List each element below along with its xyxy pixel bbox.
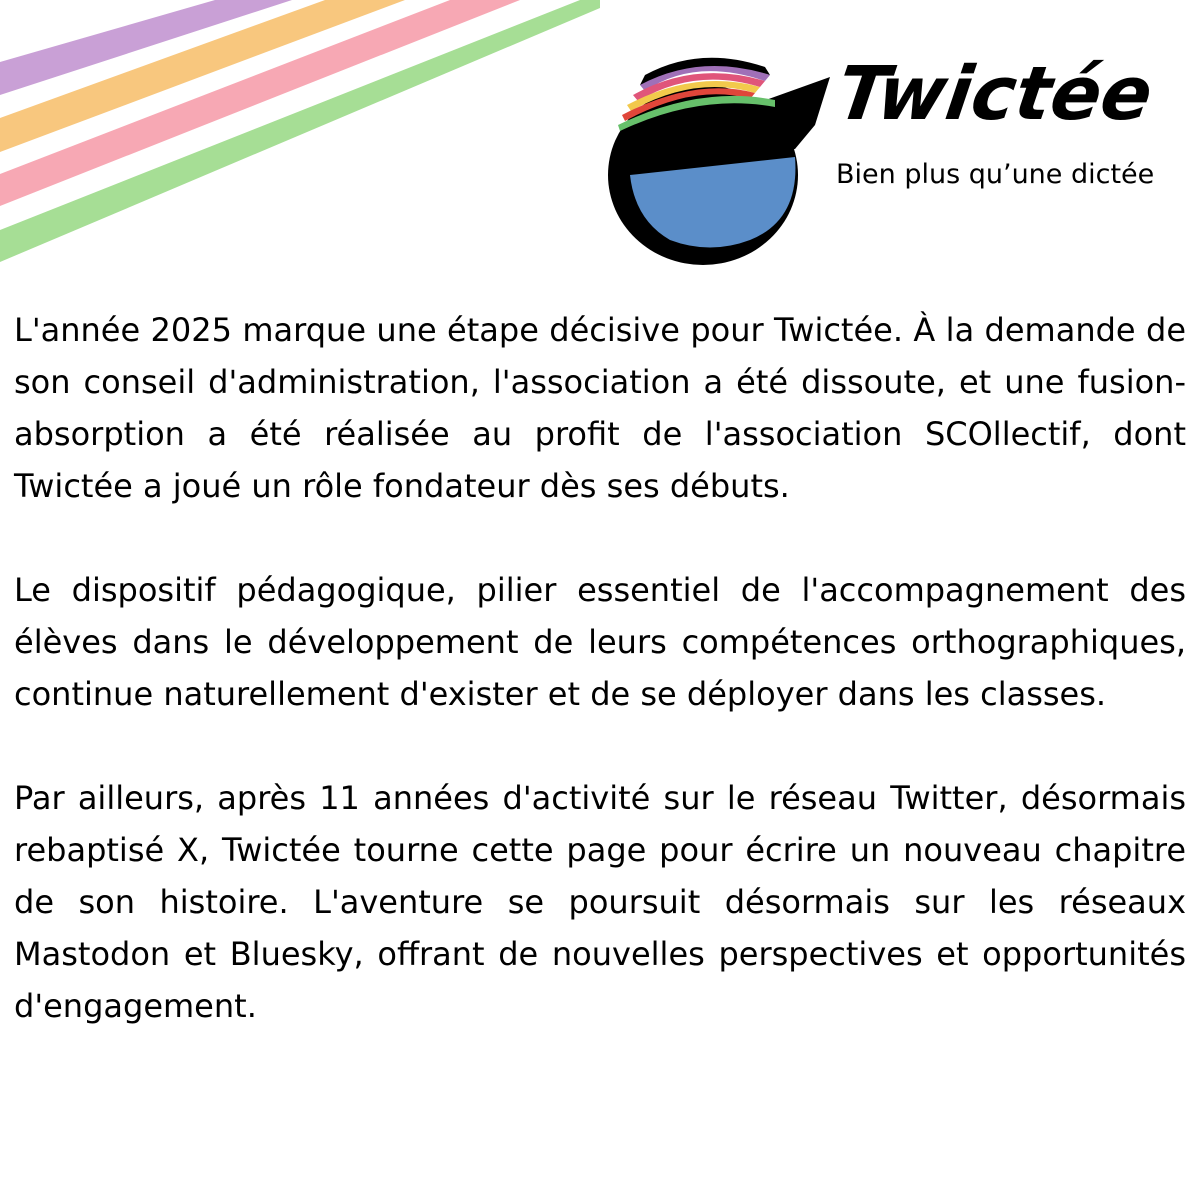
brand-tagline: Bien plus qu’une dictée bbox=[836, 159, 1155, 190]
paragraph-networks: Par ailleurs, après 11 années d'activité sur le réseau Twitter, désormais rebaptisé X, Twictée tourne cette page pour écrire un nouveau chapitre de son histoire. L'aventure se poursuit désormais sur les réseaux Mastodon et Bluesky, offrant de nouvelles perspectives et opportunités d'engagement. bbox=[14, 779, 1186, 1025]
announcement-body bbox=[14, 304, 1186, 1084]
twictee-logo bbox=[600, 45, 1180, 270]
inkwell-icon bbox=[600, 45, 835, 270]
paragraph-pedagogy: Le dispositif pédagogique, pilier essentiel de l'accompagnement des élèves dans le développement de leurs compétences orthographiques, continue naturellement d'exister et de se déployer dans les classes. bbox=[14, 571, 1186, 713]
paragraph-dissolution: L'année 2025 marque une étape décisive pour Twictée. À la demande de son conseil d'administration, l'association a été dissoute, et une fusion-absorption a été réalisée au profit de l'association SCOllectif, dont Twictée a joué un rôle fondateur dès ses débuts. bbox=[14, 311, 1186, 505]
brand-name: Twictée bbox=[831, 51, 1158, 137]
decorative-stripes bbox=[0, 0, 600, 280]
